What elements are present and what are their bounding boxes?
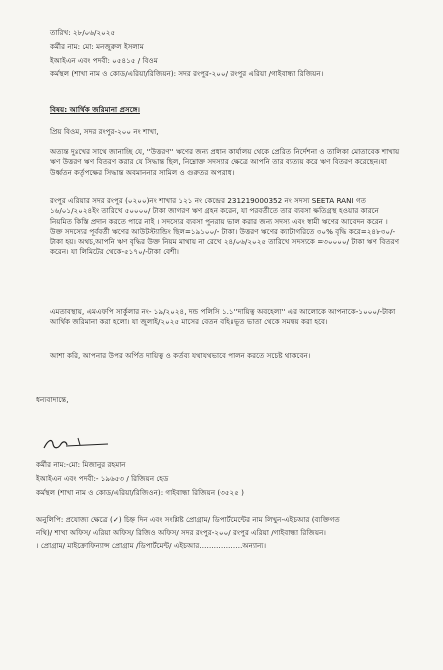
copy-to-line-2: নথি)/ শাখা অফিস/ এরিয়া অফিস/ রিজিও অফিস/ সদর রংপুর-২০০/ রংপুর এরিয়া /গাইবান্ধা রিজিয়ন। (36, 528, 326, 537)
body-paragraph-1: অত্যন্ত দুঃখের সাথে জানাচ্ছি যে, ''উত্তরণ'' ঋণের জন্য প্রধান কার্যালয় থেকে প্রেরিত নির্দেশনা ও তালিকা মোতাবেক শাখায় ঋণ উত্তরণ ঋণ বিতরণ করার যে সিদ্ধান্ত ছিল, নিম্নোক্ত সদস্যার ক্ষেত্রে আপনি তার ব্যত্যয় করে ঋণ বিতরণ করেছেন।যা উর্ধ্বতন কর্তৃপক্ষের সিদ্ধান্ত অবমাননার সামিল ও গুরুতর অপরাধ। (50, 147, 400, 177)
signatory-name-line: কর্মীর নাম:-মো: মিজানুর রহমান (36, 460, 126, 469)
body-paragraph-3: এমতাবস্থায়, এমএফপি সার্কুলার নং- ১৯/২০২৪, দন্ড পলিসি ১.১''দায়িত্ব অবহেলা'' এর আলোকে আপনাকে-১০০০/-টাকা আর্থিক জরিমানা করা হলো। যা জুলাই/২০২৫ মাসের বেতন বহিঃভূত ভাতা থেকে সমন্বয় করা হবে। (50, 307, 396, 327)
copy-to-line-1: অনুলিপি: প্রযোজ্য ক্ষেত্রে (✓) চিহ্ন দিন এবং সংশ্লিষ্ট প্রোগ্রাম/ ডিপার্টমেন্টের নাম লিখুন-এইচআর (ব্যক্তিগত (36, 515, 340, 524)
subject-line: বিষয়: আর্থিক জরিমানা প্রসঙ্গে। (50, 105, 140, 114)
signatory-id-designation-line: ইআইএন এবং পদবী:- ১৯৬৫৩ / রিজিয়ন হেড (36, 474, 169, 483)
handwritten-signature (40, 432, 120, 456)
employee-name-line: কর্মীর নাম: মো: মনজুরুল ইসলাম (50, 42, 144, 51)
date-line: তারিখ: ২৮/০৬/২০২৫ (50, 28, 116, 37)
body-paragraph-2: রংপুর এরিয়ার সদর রংপুর (০২০০)নং শাখার ১২১ নং কেন্দ্রের 231219000352 নং সদস্য SEETA RANI গত ১৬/০১/২০২৪ইং তারিখে ৫০০০০/ টাকা জাগরণ ঋণ গ্রহন করেন, যা পরবর্তীতে তার ব্যবসা ক্ষতিগ্রস্থ হওয়ার কারনে নিয়মিত কিস্তি প্রদান করতে পারে নাই । সদস্যের ব্যবসা পুনরায় ভাল করার জন্য সদস্য এবং স্বামী ঋণের আবেদন করেন । উক্ত সদস্যের পূর্ববর্তী ঋণের আউটস্ট্যান্ডিং ছিল=১৯১০০/- টাকা। উত্তরণ ঋণের ক্যাটাগরিতে ৩০% বৃদ্ধি করে=২৪৮৩০/- টাকা হয়। অথচ,আপনি ঋণ বৃদ্ধির উক্ত নিয়ম মাথায় না রেখে ২৪/০৬/২০২৫ তারিখে সদস্যকে =৩০০০০/ টাকা ঋণ বিতরণ করেন। যা লিমিটের থেকে-৫১৭০/-টাকা বেশী। (50, 196, 400, 257)
employee-id-designation-line: ইআইএন এবং পদবী: ০৫৪১৫ / বিওম (50, 56, 158, 65)
employee-workplace-line: কর্মস্থল (শাখা নাম ও কোড/এরিয়া/রিজিয়ন): সদর রংপুর-২০০/ রংপুর এরিয়া /গাইবান্ধা রিজিয়ন। (50, 69, 324, 78)
body-paragraph-4: আশা করি, আপনার উপর অর্পিত দায়িত্ব ও কর্তব্য যথাযথভাবে পালন করতে সচেষ্ট থাকবেন। (50, 351, 311, 360)
closing-line: ধন্যবাদান্তে, (36, 395, 69, 404)
copy-to-line-3: । প্রোগ্রাম/ মাইক্রোফিন্যান্স প্রোগ্রাম /ডিপার্টমেন্ট/ এইচআর………………অন্যান্য। (36, 541, 267, 550)
signatory-workplace-line: কর্মস্থল (শাখা নাম ও কোড/এরিয়া/রিজিওন): গাইবান্ধা রিজিয়ন (৩৫২৫ ) (36, 488, 244, 497)
salutation-line: প্রিয় বিওম, সদর রংপুর-২০০ নং শাখা, (50, 127, 159, 136)
